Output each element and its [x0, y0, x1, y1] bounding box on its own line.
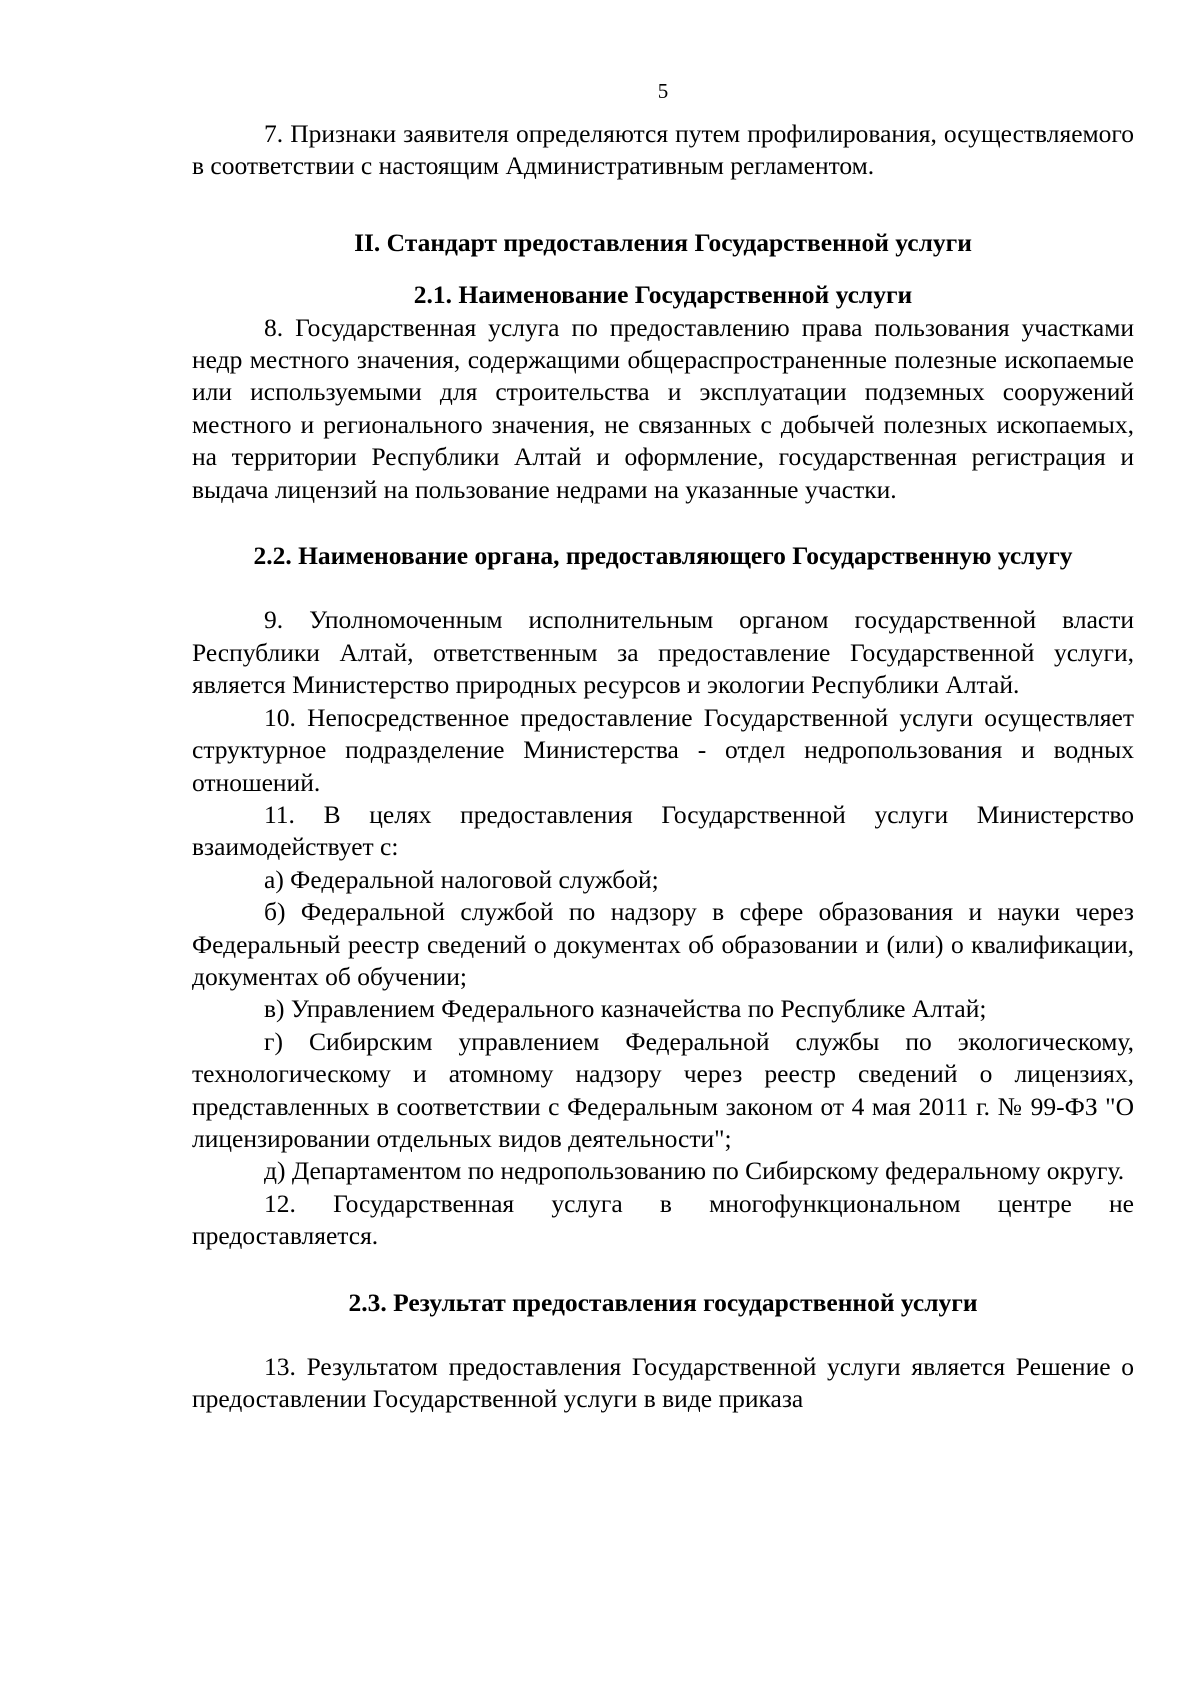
paragraph-8: 8. Государственная услуга по предоставлению права пользования участками недр местного значения, содержащими общераспространенные полезные ископаемые или используемыми для строительства и эксплуатации подземных сооружений местного и регионального значения, не связанных с добычей полезных ископаемых, на территории Республики Алтай и оформление, государственная регистрация и выдача лицензий на пользование недрами на указанные участки.: [192, 312, 1134, 504]
list-item-g: г) Сибирским управлением Федеральной службы по экологическому, технологическому и атомному надзору через реестр сведений о лицензиях, представленных в соответствии с Федеральным законом от 4 мая 2011 г. № 99-ФЗ "О лицензировании отдельных видов деятельности";: [192, 1026, 1134, 1153]
list-item-b: б) Федеральной службой по надзору в сфере образования и науки через Федеральный реестр сведений о документах об образовании и (или) о квалификации, документах об обучении;: [192, 897, 1134, 991]
document-page: [192, 78, 1134, 1416]
list-item-a: а) Федеральной налоговой службой;: [264, 864, 659, 894]
chapter-heading: II. Стандарт предоставления Государственной услуги: [354, 227, 972, 257]
section-heading-2-2: 2.2. Наименование органа, предоставляющего Государственную услугу: [253, 541, 1073, 571]
section-heading-2-1: 2.1. Наименование Государственной услуги: [413, 280, 913, 310]
paragraph-9: 9. Уполномоченным исполнительным органом государственной власти Республики Алтай, ответственным за предоставление Государственной услуги, является Министерство природных ресурсов и экологии Республики Алтай.: [192, 605, 1134, 700]
paragraph-13: 13. Результатом предоставления Государственной услуги является Решение о предоставлении Государственной услуги в виде приказа: [192, 1352, 1134, 1414]
list-item-v: в) Управлением Федерального казначейства по Республике Алтай;: [264, 994, 987, 1024]
paragraph-12: 12. Государственная услуга в многофункциональном центре не предоставляется.: [192, 1188, 1134, 1251]
paragraph-11: 11. В целях предоставления Государственной услуги Министерство взаимодействует с:: [192, 799, 1134, 862]
page-number: 5: [657, 79, 669, 103]
paragraph-7: 7. Признаки заявителя определяются путем профилирования, осуществляемого в соответствии с настоящим Административным регламентом.: [192, 119, 1134, 181]
paragraph-10: 10. Непосредственное предоставление Государственной услуги осуществляет структурное подразделение Министерства - отдел недропользования и водных отношений.: [192, 702, 1134, 797]
list-item-d: д) Департаментом по недропользованию по Сибирскому федеральному округу.: [264, 1156, 1125, 1186]
section-heading-2-3: 2.3. Результат предоставления государственной услуги: [348, 1287, 978, 1317]
